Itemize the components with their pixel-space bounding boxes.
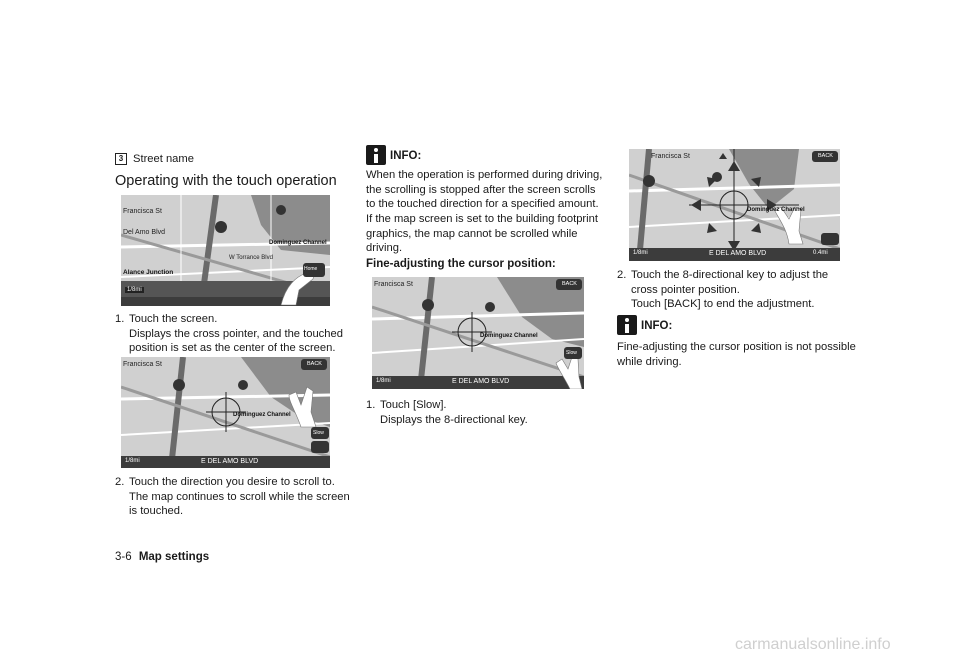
map-screenshot-directional [629, 149, 840, 261]
step-number: 2. [115, 476, 125, 488]
section-title: Operating with the touch operation [115, 173, 337, 189]
step-number: 1. [366, 399, 376, 411]
info-text: If the map screen is set to the building footprint [366, 213, 598, 225]
step-text: The map continues to scroll while the screen [129, 490, 350, 503]
info-icon [366, 145, 386, 165]
step-text: cross pointer position. [631, 283, 740, 296]
map-current-street: E DEL AMO BLVD [201, 458, 259, 465]
step-text: Touch [Slow]. [380, 399, 447, 411]
map-label-junction: Alance Junction [123, 269, 174, 276]
step-text: position is set as the center of the screen. [129, 342, 336, 355]
map-scale: 1/8mi [376, 378, 391, 384]
map-distance: 0.4mi [813, 250, 828, 256]
map-scale: 1/8mi [125, 458, 140, 464]
info-icon [617, 315, 637, 335]
info-title: INFO: [390, 150, 422, 162]
street-name-label: Street name [133, 153, 194, 165]
step-text: is touched. [129, 505, 184, 518]
map-screenshot-scroll [121, 357, 330, 468]
map-label-channel: Dominguez Channel [480, 333, 538, 339]
map-slow-button: Slow [566, 350, 577, 356]
info-paragraph-3 [617, 340, 857, 369]
info-text: while driving. [617, 355, 682, 368]
page-footer [115, 551, 209, 563]
map-label-street: Francisca St [123, 361, 162, 368]
map-home-button: Home [304, 266, 318, 272]
map-label-street: Francisca St [123, 208, 162, 215]
map-label-street: Francisca St [374, 281, 413, 288]
middle-step1 [366, 398, 606, 427]
subheading-fine-adjust: Fine-adjusting the cursor position: [366, 258, 556, 270]
map-label-street: W Torrance Blvd [229, 255, 273, 261]
map-label-street: Del Amo Blvd [123, 229, 166, 236]
info-paragraph-1 [366, 168, 606, 212]
map-screenshot-touch [121, 195, 330, 306]
step-text: Touch the 8-directional key to adjust the [631, 269, 829, 281]
info-block-2 [617, 315, 673, 340]
right-step2 [617, 268, 857, 312]
info-text: to the touched direction for a specified amount. [366, 198, 599, 211]
watermark: carmanualsonline.info [735, 636, 891, 653]
info-text: graphics, the map cannot be scrolled while [366, 227, 578, 240]
map-back-button: BACK [562, 281, 577, 287]
info-text: the scrolling is stopped after the screen scrolls [366, 183, 596, 196]
map-back-button: BACK [307, 361, 322, 367]
map-back-button: BACK [818, 153, 833, 159]
info-text: Fine-adjusting the cursor position is not possible [617, 341, 856, 353]
map-label-channel: Dominguez Channel [269, 240, 327, 246]
key-number-badge: 3 [115, 153, 127, 165]
step-text: Touch the screen. [129, 313, 218, 325]
step-text: Touch [BACK] to end the adjustment. [631, 298, 815, 311]
map-scale: 1/8mi [127, 287, 142, 293]
map-label-street: Francisca St [651, 153, 690, 160]
info-text: When the operation is performed during driving, [366, 169, 603, 181]
info-text: driving. [366, 242, 403, 255]
map-slow-button: Slow [313, 430, 324, 436]
left-step2 [115, 475, 355, 519]
map-label-channel: Dominguez Channel [747, 207, 805, 213]
map-label-channel: Dominguez Channel [233, 412, 291, 418]
page-number: 3-6 [115, 551, 132, 563]
info-title: INFO: [641, 320, 673, 332]
footer-section-title: Map settings [138, 551, 210, 563]
left-step1 [115, 312, 350, 356]
step-number: 2. [617, 269, 627, 281]
info-block-1 [366, 145, 422, 170]
street-name-item [115, 152, 194, 167]
map-current-street: E DEL AMO BLVD [452, 378, 510, 385]
step-text: Displays the cross pointer, and the touched [129, 327, 343, 340]
step-number: 1. [115, 313, 125, 325]
map-screenshot-slow [372, 277, 584, 389]
step-text: Touch the direction you desire to scroll to. [129, 476, 335, 488]
map-scale: 1/8mi [633, 250, 648, 256]
map-current-street: E DEL AMO BLVD [709, 250, 767, 257]
step-text: Displays the 8-directional key. [380, 413, 528, 426]
info-paragraph-2 [366, 212, 606, 256]
